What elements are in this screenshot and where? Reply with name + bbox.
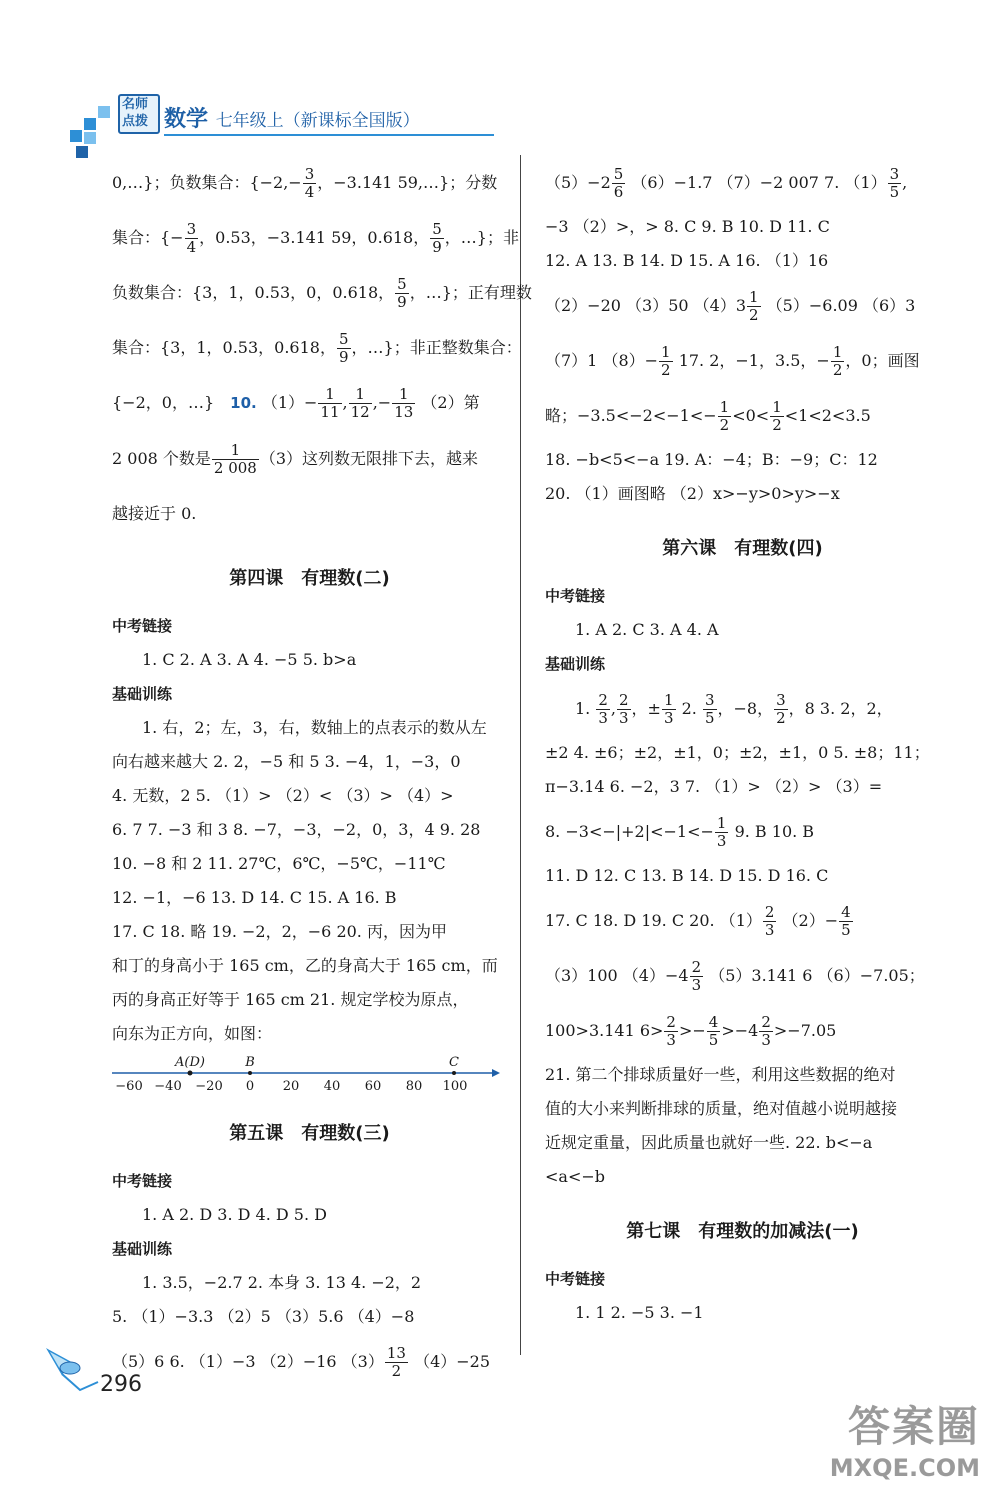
answer-line: 值的大小来判断排球的质量，绝对值越小说明越接 (545, 1099, 898, 1118)
answer-line: 向右越来越大 2. 2，−5 和 5 3. −4，1，−3，0 (112, 752, 461, 771)
answer-line: 17. C 18. 略 19. −2，2，−6 20. 丙，因为甲 (112, 922, 447, 941)
answer-line: 10. −8 和 2 11. 27℃，6℃，−5℃，−11℃ (112, 854, 446, 873)
answer-line: 集合：{3，1，0.53，0.618， $\frac{5}{9}$ ，…}；非正整数集合： (112, 330, 522, 366)
answer-line: 丙的身高正好等于 165 cm 21. 规定学校为原点， (112, 990, 469, 1009)
answer-line: <a<−b (545, 1167, 605, 1186)
answer-line: 负数集合：{3，1，0.53，0，0.618， $\frac{5}{9}$ ，…}；正有理数 (112, 275, 532, 311)
left-column (112, 155, 532, 1389)
subheading-zhongkao: 中考链接 (545, 1270, 606, 1288)
numline-tick: 0 (245, 1079, 255, 1094)
answer-line: π−3.14 6. −2，3 7. （1）> （2）> （3）= (545, 777, 883, 796)
watermark: 答案圈 MXQE.COM (829, 1402, 980, 1482)
answer-line: 1. C 2. A 3. A 4. −5 5. b>a (142, 650, 357, 669)
numline-tick: 60 (364, 1079, 382, 1094)
answer-line: 12. −1，−6 13. D 14. C 15. A 16. B (112, 888, 397, 907)
answer-line: （5）6 6. （1）−3 （2）−16 （3） $\frac{13}{2}$ （4）−25 (112, 1344, 491, 1380)
answer-line: 20. （1）画图略 （2）x>−y>0>y>−x (545, 484, 840, 503)
numline-tick: 40 (323, 1079, 341, 1094)
answer-line: 近规定重量，因此质量也就好一些. 22. b<−a (545, 1133, 873, 1152)
answer-line: 2 008 个数是 $\frac{1}{2 008}$ （3）这列数无限排下去，越来 (112, 441, 479, 477)
answer-line: 5. （1）−3.3 （2）5 （3）5.6 （4）−8 (112, 1307, 415, 1326)
section-title: 第六课 有理数(四) (662, 538, 823, 559)
answer-line: 1. 3.5，−2.7 2. 本身 3. 13 4. −2，2 (142, 1273, 422, 1292)
answer-line: 21. 第二个排球质量好一些，利用这些数据的绝对 (545, 1065, 896, 1084)
subheading-jichu: 基础训练 (545, 655, 606, 673)
answer-line: 0,…}；负数集合：{−2,− $\frac{3}{4}$ ，−3.141 59,…}；分数 (112, 165, 498, 201)
subheading-zhongkao: 中考链接 (545, 587, 606, 605)
answer-line: 1. $\frac{2}{3}$ , $\frac{2}{3}$ ，± $\frac{1}{3}$ 2. $\frac{3}{5}$ ，−8， $\frac{3}{2}$ ，8 3. 2，2， (575, 691, 893, 727)
subheading-jichu: 基础训练 (112, 685, 173, 703)
section-title: 第四课 有理数(二) (229, 568, 390, 589)
numline-label-c: C (449, 1055, 459, 1070)
numline-label-ad: A(D) (175, 1055, 205, 1070)
answer-line: 1. A 2. D 3. D 4. D 5. D (142, 1205, 327, 1224)
answer-line: 1. 1 2. −5 3. −1 (575, 1303, 704, 1322)
series-logo: 名师 点拨 (118, 94, 160, 134)
answer-line: 6. 7 7. −3 和 3 8. −7，−3，−2，0，3，4 9. 28 (112, 820, 481, 839)
answer-line: 越接近于 0. (112, 504, 197, 523)
answer-line: 18. −b<5<−a 19. A：−4；B：−9；C：12 (545, 450, 878, 469)
page-header (70, 90, 530, 160)
answer-line: {−2，0，…} 10. （1）− $\frac{1}{11}$ , $\frac{1}{12}$ ,− $\frac{1}{13}$ （2）第 (112, 385, 480, 421)
numline-tick: −20 (195, 1079, 223, 1094)
answer-line: ±2 4. ±6；±2，±1，0；±2，±1，0 5. ±8；11； (545, 743, 930, 762)
column-divider (520, 155, 521, 1355)
right-column (545, 155, 940, 1330)
answer-line: 1. A 2. C 3. A 4. A (575, 620, 719, 639)
subheading-zhongkao: 中考链接 (112, 617, 173, 635)
answer-line: 100>3.141 6> $\frac{2}{3}$ >− $\frac{4}{5}$ >−4 $\frac{2}{3}$ >−7.05 (545, 1013, 837, 1049)
answer-line: 4. 无数，2 5. （1）> （2）< （3）> （4）> (112, 786, 454, 805)
subheading-jichu: 基础训练 (112, 1240, 173, 1258)
answer-line: 和丁的身高小于 165 cm，乙的身高大于 165 cm，而 (112, 956, 498, 975)
answer-line: 向东为正方向，如图： (112, 1024, 273, 1043)
answer-line: 1. 右，2；左，3，右，数轴上的点表示的数从左 (142, 718, 487, 737)
answer-line: 集合：{− $\frac{3}{4}$ ，0.53，−3.141 59，0.618， $\frac{5}{9}$ ，…}；非 (112, 220, 519, 256)
answer-line: （2）−20 （3）50 （4）3 $\frac{1}{2}$ （5）−6.09 （6）3 (545, 288, 916, 324)
answer-line: 17. C 18. D 19. C 20. （1） $\frac{2}{3}$ （2）− $\frac{4}{5}$ (545, 903, 851, 939)
answer-line: 8. −3<−|+2|<−1<− $\frac{1}{3}$ 9. B 10. B (545, 814, 815, 850)
pushpin-icon (40, 1340, 105, 1400)
subheading-zhongkao: 中考链接 (112, 1172, 173, 1190)
numline-tick: −40 (154, 1079, 182, 1094)
answer-line: −3 （2）>，> 8. C 9. B 10. D 11. C (545, 217, 830, 236)
numline-tick: 20 (282, 1079, 300, 1094)
numline-tick: 100 (442, 1079, 468, 1094)
numline-tick: −60 (115, 1079, 143, 1094)
book-title: 数学 七年级上（新课标全国版） (164, 106, 420, 132)
header-rule (164, 134, 494, 136)
section-title: 第七课 有理数的加减法(一) (626, 1221, 859, 1242)
answer-line: 略；−3.5<−2<−1<− $\frac{1}{2}$ <0< $\frac{1}{2}$ <1<2<3.5 (545, 398, 871, 434)
page-number: 296 (100, 1372, 142, 1397)
section-title: 第五课 有理数(三) (229, 1123, 390, 1144)
number-line-figure (112, 1051, 502, 1096)
answer-line: （3）100 （4）−4 $\frac{2}{3}$ （5）3.141 6 （6）−7.05； (545, 958, 925, 994)
answer-line: 12. A 13. B 14. D 15. A 16. （1）16 (545, 251, 829, 270)
numline-tick: 80 (405, 1079, 423, 1094)
numline-label-b: B (245, 1055, 255, 1070)
answer-line: （7）1 （8）− $\frac{1}{2}$ 17. 2，−1，3.5，− $\frac{1}{2}$ ，0；画图 (545, 343, 920, 379)
answer-line: 11. D 12. C 13. B 14. D 15. D 16. C (545, 866, 829, 885)
answer-line: （5）−2 $\frac{5}{6}$ （6）−1.7 （7）−2 007 7. （1） $\frac{3}{5}$ , (545, 165, 908, 201)
